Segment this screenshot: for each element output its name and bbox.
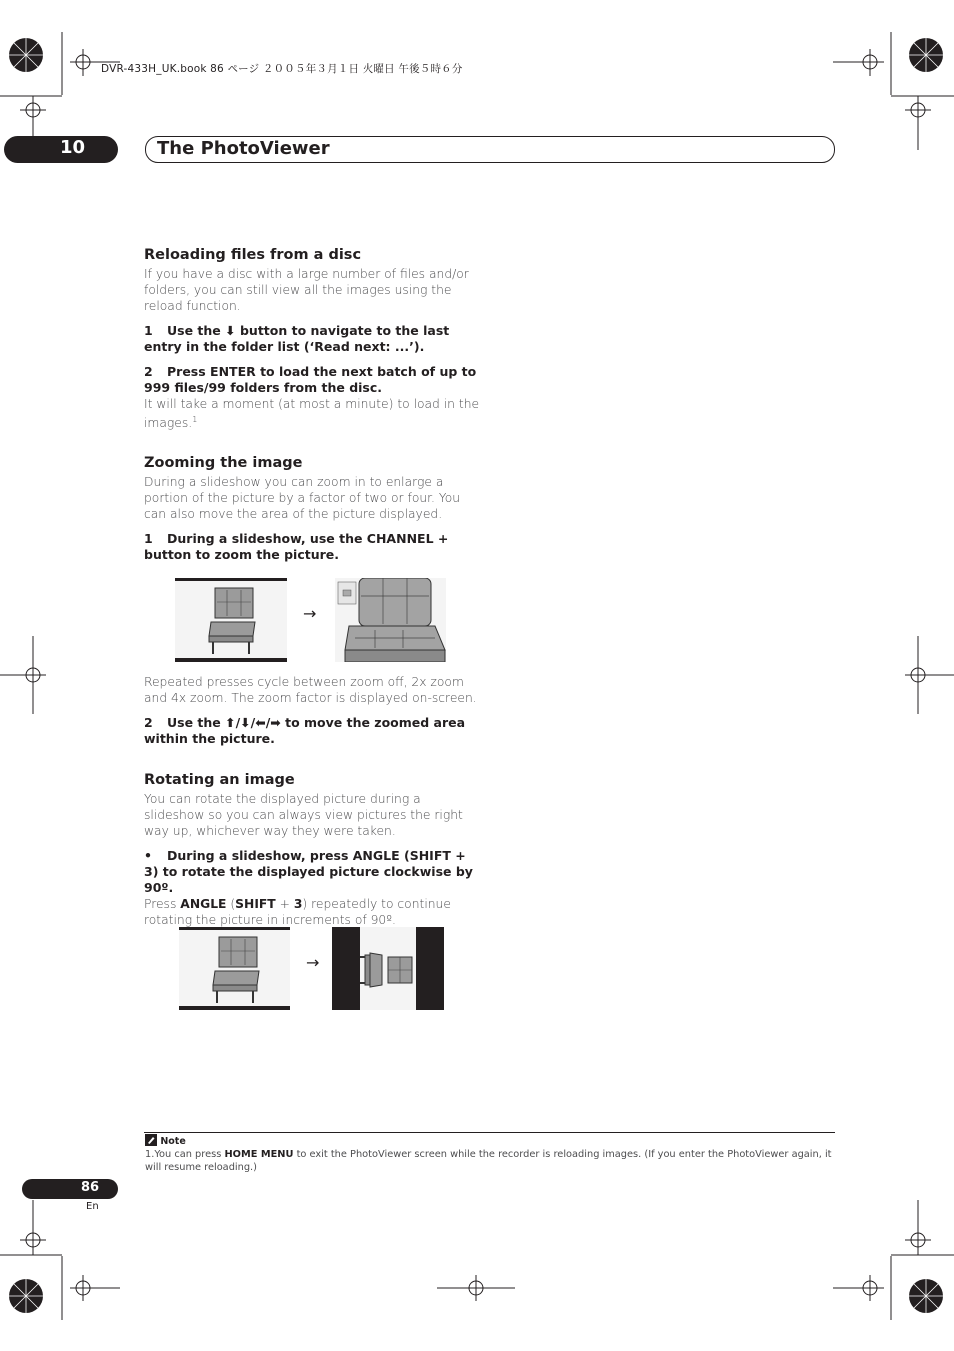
- step-text: Use the: [167, 715, 221, 730]
- detail-text: Press: [144, 897, 177, 911]
- arrow-icon: →: [303, 604, 317, 623]
- footnote-ref: 1: [192, 415, 198, 424]
- step-2: [144, 715, 480, 747]
- language-code: En: [86, 1201, 99, 1212]
- section-zoom: [144, 454, 480, 563]
- step-note: It will take a moment (at most a minute) to load in the images.: [144, 397, 480, 431]
- step-number: 1: [144, 531, 153, 546]
- three-key: 3: [293, 897, 303, 911]
- chair-illustration: [179, 927, 290, 1010]
- step-text: Press ENTER to load the next batch of up to 999 files/99 folders from the disc.: [144, 364, 477, 395]
- down-arrow-icon: ⬇: [225, 323, 236, 338]
- step-number: 1: [144, 323, 153, 338]
- note-icon: [145, 1134, 157, 1146]
- section-heading: Zooming the image: [144, 455, 303, 471]
- bullet-step: [144, 848, 480, 896]
- step-1: [144, 323, 480, 355]
- section-heading: Reloading files from a disc: [144, 247, 362, 263]
- rotated-chair-illustration: [332, 927, 444, 1010]
- home-menu-key: HOME MENU: [224, 1149, 294, 1160]
- paragraph: If you have a disc with a large number of files and/or folders, you can still view all the images using the reload function.: [144, 267, 469, 313]
- page-number: 86: [80, 1180, 100, 1195]
- chair-illustration: [175, 578, 287, 662]
- direction-arrows-icon: ⬆/⬇/⬅/➡: [225, 715, 281, 730]
- step-text: During a slideshow, use the CHANNEL + button to zoom the picture.: [144, 531, 449, 562]
- note-divider: [144, 1132, 835, 1133]
- note-heading: [145, 1134, 186, 1147]
- chapter-number: 10: [60, 137, 86, 158]
- step-1: [144, 531, 480, 563]
- step-text: Use the: [167, 323, 221, 338]
- bullet: •: [144, 848, 152, 863]
- plus-sign: +: [279, 897, 290, 911]
- paragraph: You can rotate the displayed picture during a slideshow so you can always view pictures the right way up, whichever way they were taken.: [144, 792, 463, 838]
- step-number: 2: [144, 715, 153, 730]
- paragraph: Repeated presses cycle between zoom off, 2x zoom and 4x zoom. The zoom factor is displayed on-screen.: [144, 675, 477, 705]
- section-heading: Rotating an image: [144, 772, 295, 788]
- footnote-text: 1.You can press: [145, 1149, 222, 1160]
- paragraph: [144, 396, 480, 431]
- angle-key: ANGLE: [180, 897, 227, 911]
- chapter-title: The PhotoViewer: [157, 138, 330, 159]
- footnote: [145, 1149, 835, 1174]
- section-reload: [144, 246, 480, 431]
- step-number: 2: [144, 364, 153, 379]
- note-label: Note: [160, 1136, 186, 1147]
- step-text: During a slideshow, press ANGLE (SHIFT + 3) to rotate the displayed picture clockwise by 90º.: [144, 848, 473, 895]
- paragraph: During a slideshow you can zoom in to enlarge a portion of the picture by a factor of two or four. You can also move the area of the picture displayed.: [144, 475, 461, 521]
- shift-key: SHIFT: [235, 897, 276, 911]
- section-rotate: [144, 771, 480, 928]
- footnote-text: to exit the PhotoViewer screen while the recorder is reloading images. (If you enter the PhotoViewer again, it will resume reloading.): [145, 1149, 832, 1173]
- zoom-continued: [144, 674, 480, 747]
- step-text: to move the zoomed area within the picture.: [144, 715, 466, 746]
- step-text: button to navigate to the last entry in the folder list (‘Read next: ...’).: [144, 323, 450, 354]
- print-info: DVR-433H_UK.book 86 ページ ２００５年３月１日 火曜日 午後５時６分: [101, 63, 463, 75]
- step-2: [144, 364, 480, 396]
- paren: (: [230, 897, 236, 911]
- paragraph: [144, 896, 480, 928]
- arrow-icon: →: [306, 953, 320, 972]
- zoomed-chair-illustration: [335, 578, 446, 662]
- detail-text: ) repeatedly to continue rotating the picture in increments of 90º.: [144, 897, 451, 927]
